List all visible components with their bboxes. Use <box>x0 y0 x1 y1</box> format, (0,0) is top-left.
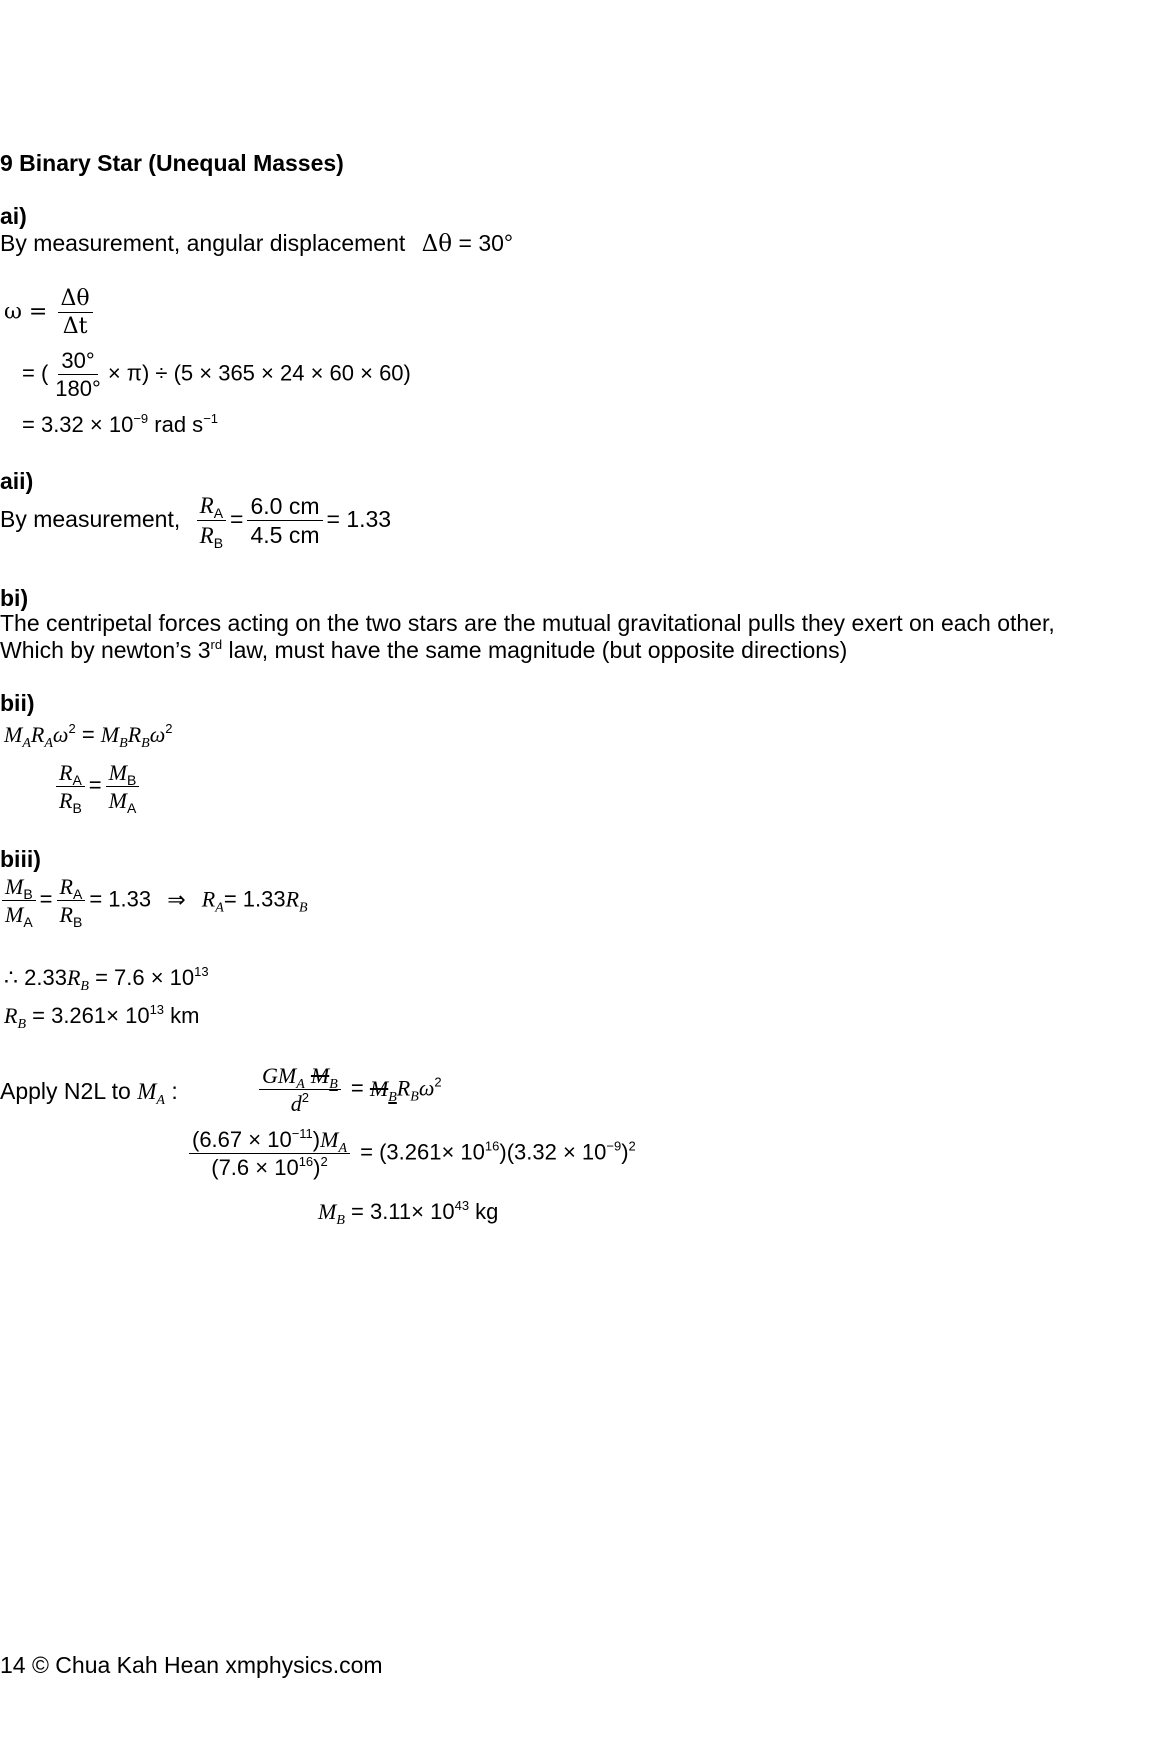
apply-n2l: Apply N2L to $M_A$ : <box>0 1078 178 1108</box>
section-label-aii: aii) <box>0 468 34 494</box>
omega-eq: ω = <box>4 299 48 325</box>
section-label-ai: ai) <box>0 203 27 229</box>
aii-ratio-line: By measurement, $\frac{R_A}{R_B}$ = $\frac{6.0 cm}{4.5 cm}$ = 1.33 <box>0 493 392 552</box>
biii-sum: ∴ $2.33R_B = 7.6 \times 10^{13}$ <box>4 964 209 994</box>
bi-text-line1: The centripetal forces acting on the two stars are the mutual gravitational pulls they exert on each other, <box>0 610 1055 636</box>
page-title: 9 Binary Star (Unequal Masses) <box>0 150 344 176</box>
bi-text-line2: Which by newton’s 3rd law, must have the same magnitude (but opposite directions) <box>0 637 848 663</box>
section-label-bii: bii) <box>0 690 35 716</box>
page-footer: 14 © Chua Kah Hean xmphysics.com <box>0 1652 383 1678</box>
n2l-equation: $\frac{GM_A M_B}{d^2}$ = $M_BR_B\omega^2$ <box>255 1063 442 1117</box>
omega-result: = $3.32 \times 10^{-9}$ rad $s^{-1}$ <box>22 411 219 437</box>
ai-measurement-line <box>0 230 513 257</box>
omega-calculation: = ( $\frac{30^\circ}{180^\circ}$ × π) ÷ (5 × 365 × 24 × 60 × 60) <box>22 348 411 402</box>
n2l-result: $M_B = 3.11\times 10^{43}$ kg <box>318 1198 499 1228</box>
biii-rb: $R_B = 3.261\times 10^{13}$ km <box>4 1002 200 1032</box>
delta-theta: Δθ <box>421 231 453 257</box>
section-label-biii: biii) <box>0 846 41 872</box>
biii-ratio: $\frac{M_B}{M_A}$ = $\frac{R_A}{R_B}$ = 1.33 ⇒ $R_A= 1.33R_B$ <box>2 874 308 928</box>
n2l-substitution: $\frac{(6.67 \times 10^{-11})M_A}{(7.6 \times 10^{16})^2}$ = $(3.261\times 10^{16})(3.32 \times 10^{-9})^2$ <box>185 1127 636 1181</box>
bii-ratio: $\frac{R_A}{R_B}$ = $\frac{M_B}{M_A}$ <box>52 760 143 814</box>
section-label-bi: bi) <box>0 585 29 611</box>
angle-value: = 30° <box>458 230 514 256</box>
ai-text: By measurement, angular displacement <box>0 230 406 256</box>
omega-definition: ω = $\frac{\Delta\theta}{\Delta t}$ <box>4 286 97 340</box>
bii-equation: $M_AR_A\omega^2 = M_BR_B\omega^2$ <box>4 721 173 751</box>
